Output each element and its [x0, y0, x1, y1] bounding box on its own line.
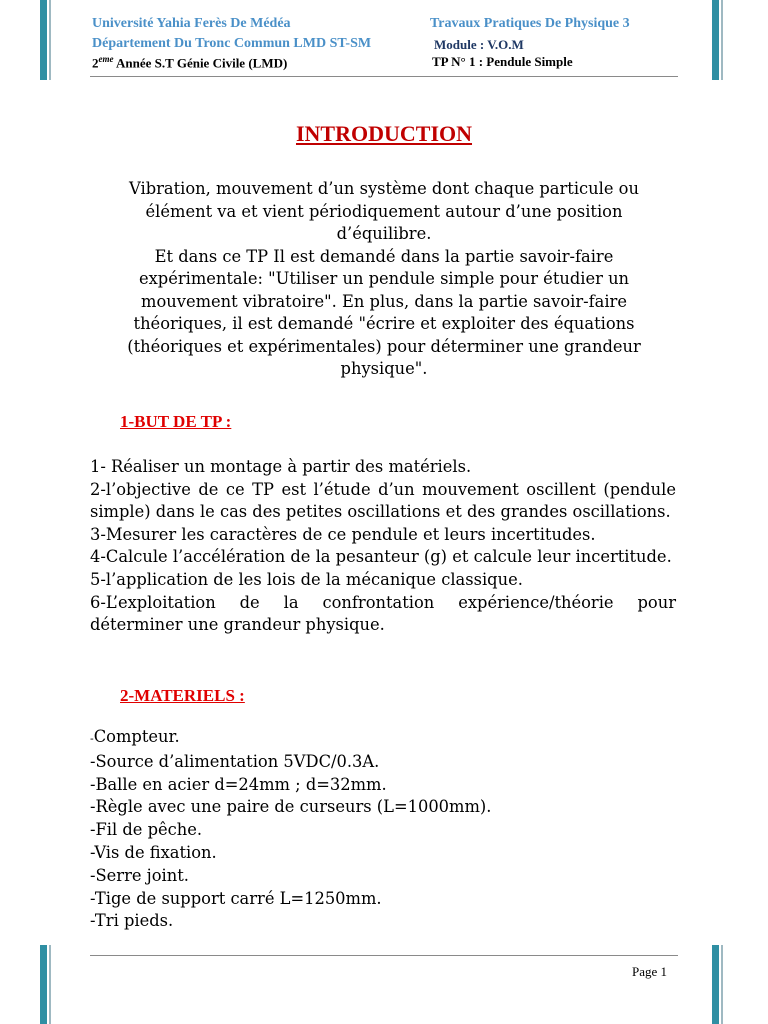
intro-line: mouvement vibratoire". En plus, dans la partie savoir-faire [141, 291, 627, 311]
header-year-num: 2 [92, 55, 99, 71]
section-heading-materiels: 2-MATERIELS : [120, 686, 245, 705]
page-number: Page 1 [632, 964, 668, 979]
goal-list [90, 456, 676, 637]
material-item: -Règle avec une paire de curseurs (L=1000mm). [90, 797, 492, 817]
goal-item: 4-Calcule l’accélération de la pesanteur (g) et calcule leur incertitude. [90, 547, 672, 567]
material-item-text: Compteur. [93, 727, 180, 746]
header-year [92, 54, 287, 71]
material-item: -Fil de pêche. [90, 820, 203, 840]
intro-line: élément va et vient périodiquement autour d’une position [145, 201, 623, 221]
footer-rule [90, 955, 678, 956]
right-bar-top-shadow [721, 0, 723, 80]
goal-item: 1- Réaliser un montage à partir des matériels. [90, 457, 472, 476]
section-heading-but: 1-BUT DE TP : [120, 412, 232, 431]
material-dash: - [90, 732, 94, 745]
material-item: -Source d’alimentation 5VDC/0.3A. [90, 751, 380, 771]
goal-item: 3-Mesurer les caractères de ce pendule et leurs incertitudes. [90, 524, 596, 544]
left-bar-top-shadow [49, 0, 51, 80]
left-bar-bottom-shadow [49, 945, 51, 1024]
goal-item: 5-l’application de les lois de la mécanique classique. [90, 569, 523, 589]
left-bar-bottom [40, 945, 47, 1024]
goal-item: 6-L’exploitation de la confrontation expérience/théorie pour déterminer une grandeur physique. [90, 592, 676, 635]
intro-line: d’équilibre. [336, 224, 432, 243]
material-item: -Serre joint. [90, 865, 189, 885]
material-item: -Tige de support carré L=1250mm. [90, 888, 382, 908]
material-item: -Balle en acier d=24mm ; d=32mm. [90, 774, 387, 794]
right-bar-bottom [712, 945, 719, 1024]
intro-line: (théoriques et expérimentales) pour déterminer une grandeur [127, 336, 641, 356]
header-tp: TP N° 1 : Pendule Simple [432, 54, 573, 69]
materials-list [90, 726, 676, 933]
intro-paragraph [104, 178, 664, 381]
header-department: Département Du Tronc Commun LMD ST-SM [92, 36, 372, 51]
left-bar-top [40, 0, 47, 80]
right-bar-top [712, 0, 719, 80]
material-item: -Vis de fixation. [90, 842, 217, 862]
intro-line: expérimentale: "Utiliser un pendule simple pour étudier un [138, 269, 630, 288]
page-title: INTRODUCTION [295, 121, 473, 146]
header-module: Module : V.O.M [434, 37, 524, 52]
intro-line: Vibration, mouvement d’un système dont chaque particule ou [129, 179, 639, 198]
header-rule [90, 76, 678, 77]
material-item: -Tri pieds. [90, 911, 174, 931]
material-item [90, 726, 676, 751]
right-bar-bottom-shadow [721, 945, 723, 1024]
intro-line: physique". [340, 359, 428, 378]
header-university: Université Yahia Ferès De Médéa [92, 16, 291, 31]
intro-line: théoriques, il est demandé "écrire et exploiter des équations [133, 314, 635, 333]
goal-item: 2-l’objective de ce TP est l’étude d’un mouvement oscillent (pendule simple) dans le cas des petites oscillations et des grandes oscillations. [90, 479, 676, 522]
intro-line: Et dans ce TP Il est demandé dans la partie savoir-faire [154, 246, 614, 266]
header-year-sup: eme [98, 54, 114, 64]
header-course: Travaux Pratiques De Physique 3 [430, 16, 630, 31]
header-year-rest: Année S.T Génie Civile (LMD) [113, 55, 288, 71]
